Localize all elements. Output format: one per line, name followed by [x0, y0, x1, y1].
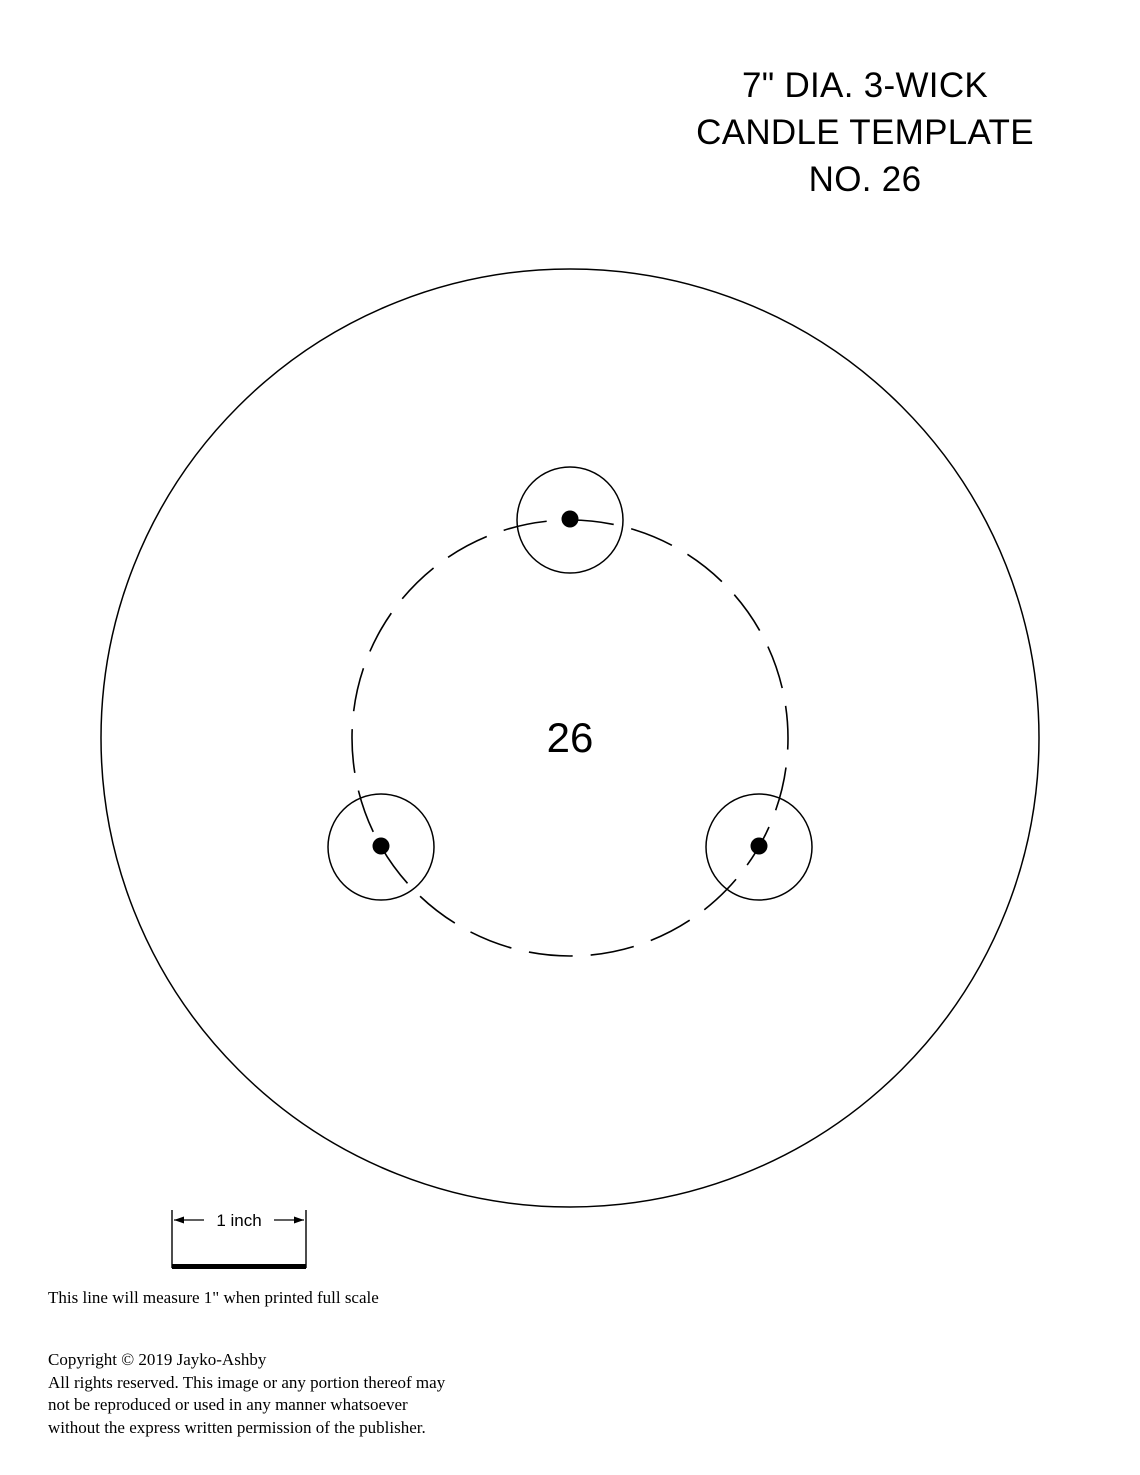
- copyright-line-3: not be reproduced or used in any manner whatsoever: [48, 1395, 408, 1414]
- wick-3-dot: [751, 838, 768, 855]
- scale-bar: [172, 1210, 306, 1269]
- template-number: 26: [546, 714, 594, 761]
- wick-2: [328, 794, 434, 900]
- title-line-1: 7" DIA. 3-WICK: [741, 66, 989, 105]
- copyright-line-1: Copyright © 2019 Jayko-Ashby: [48, 1350, 267, 1369]
- title-line-2: CANDLE TEMPLATE: [696, 113, 1034, 152]
- scale-arrow-right: [294, 1217, 304, 1224]
- wick-2-dot: [373, 838, 390, 855]
- wick-1: [517, 467, 623, 573]
- wick-1-dot: [562, 511, 579, 528]
- scale-label: 1 inch: [216, 1211, 262, 1230]
- wick-3: [706, 794, 812, 900]
- scale-note: This line will measure 1" when printed full scale: [48, 1288, 379, 1307]
- copyright-block: [48, 1349, 445, 1439]
- copyright-line-4: without the express written permission of the publisher.: [48, 1417, 426, 1437]
- scale-measure-line: [172, 1264, 306, 1269]
- copyright-line-2: All rights reserved. This image or any portion thereof may: [48, 1372, 446, 1392]
- title-line-3: NO. 26: [808, 160, 922, 199]
- scale-arrow-left: [174, 1217, 184, 1224]
